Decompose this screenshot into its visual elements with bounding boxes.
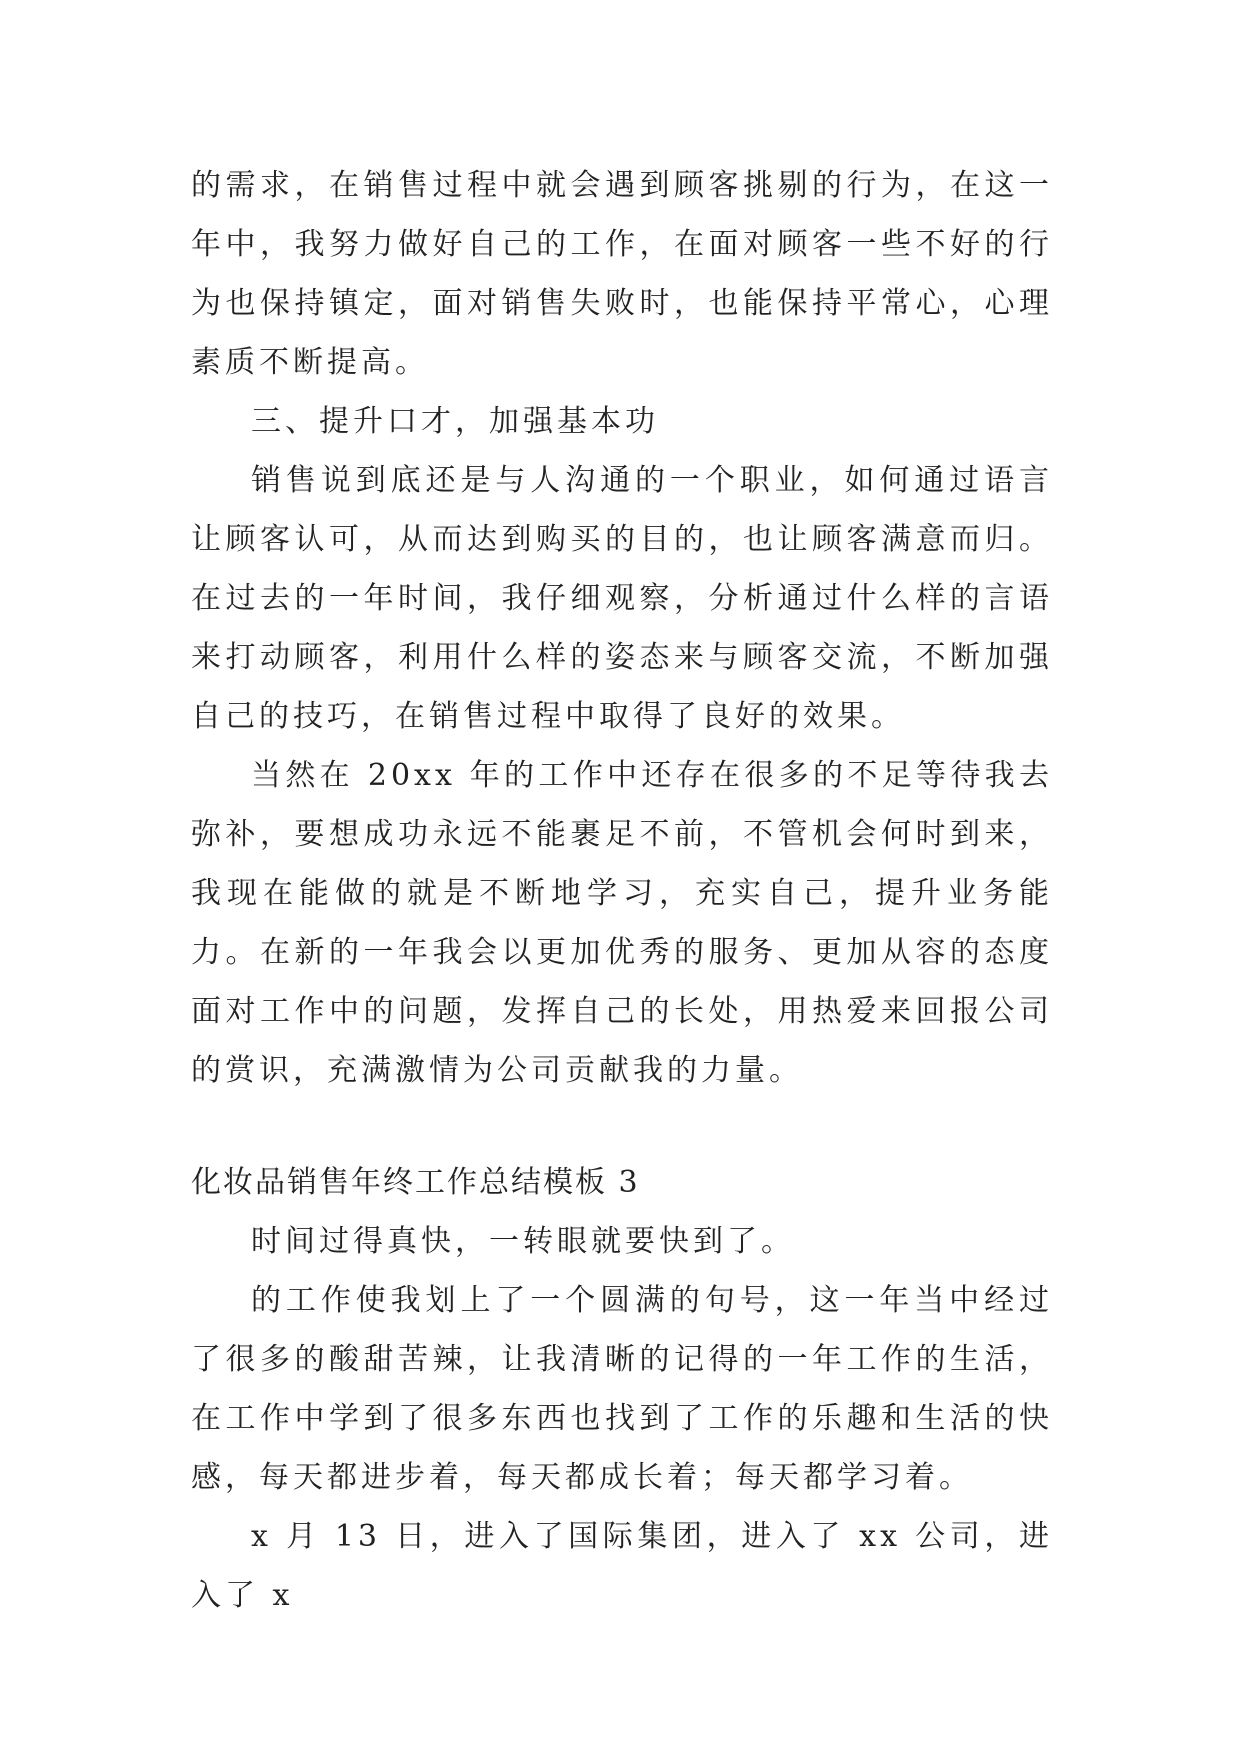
paragraph-customer-demands: 的需求，在销售过程中就会遇到顾客挑剔的行为，在这一年中，我努力做好自己的工作，在面对顾客一些不好的行为也保持镇定，面对销售失败时，也能保持平常心，心理素质不断提高。 xyxy=(191,168,1053,380)
paragraph-shortcomings: 当然在 20xx 年的工作中还存在很多的不足等待我去弥补，要想成功永远不能裹足不前，不管机会何时到来，我现在能做的就是不断地学习，充实自己，提升业务能力。在新的一年我会以更加优秀的服务、更加从容的态度面对工作中的问题，发挥自己的长处，用热爱来回报公司的赏识，充满激情为公司贡献我的力量。 xyxy=(191,758,1053,1088)
document-body xyxy=(191,156,1053,1625)
template-title: 化妆品销售年终工作总结模板 3 xyxy=(191,1165,640,1200)
paragraph-time-flies: 时间过得真快，一转眼就要快到了。 xyxy=(251,1224,795,1259)
paragraph-year-review: 的工作使我划上了一个圆满的句号，这一年当中经过了很多的酸甜苦辣，让我清晰的记得的一年工作的生活，在工作中学到了很多东西也找到了工作的乐趣和生活的快感，每天都进步着，每天都成长着；每天都学习着。 xyxy=(191,1283,1053,1495)
paragraph-joined-company: x 月 13 日，进入了国际集团，进入了 xx 公司，进入了 x xyxy=(191,1519,1053,1613)
section-heading-eloquence: 三、提升口才，加强基本功 xyxy=(251,404,659,439)
paragraph-communication: 销售说到底还是与人沟通的一个职业，如何通过语言让顾客认可，从而达到购买的目的，也让顾客满意而归。在过去的一年时间，我仔细观察，分析通过什么样的言语来打动顾客，利用什么样的姿态来与顾客交流，不断加强自己的技巧，在销售过程中取得了良好的效果。 xyxy=(191,463,1053,734)
